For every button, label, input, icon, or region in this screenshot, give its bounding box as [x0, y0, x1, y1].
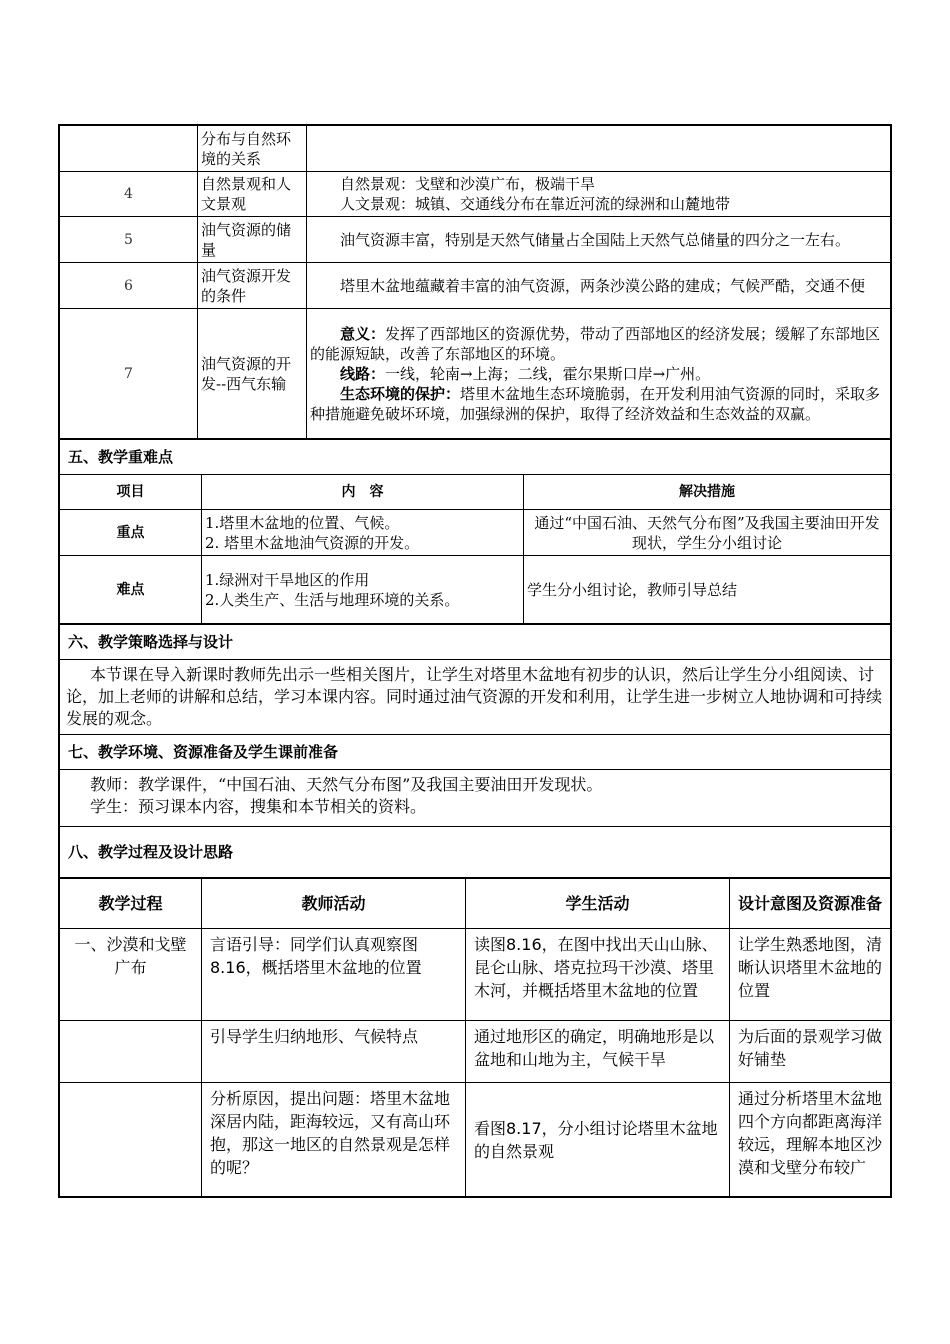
design-intent: 让学生熟悉地图，清晰认识塔里木盆地的位置	[730, 929, 891, 1021]
table-row	[60, 309, 891, 439]
content-line: 1.塔里木盆地的位置、气候。	[205, 513, 400, 532]
document-frame	[58, 124, 892, 1198]
table-row	[60, 510, 891, 556]
table-row	[60, 1083, 891, 1197]
design-intent: 通过分析塔里木盆地四个方向都距离海洋较远，理解本地区沙漠和戈壁分布较广	[730, 1083, 891, 1197]
column-header: 学生活动	[466, 879, 730, 929]
strategy-text: 本节课在导入新课时教师先出示一些相关图片，让学生对塔里木盆地有初步的认识，然后让学生分小组阅读、讨论，加上老师的讲解和总结，学习本课内容。同时通过油气资源的开发和利用，让学生进一步树立人地协调和可持续发展的观念。	[60, 660, 891, 735]
natural-landscape-line: 自然景观：戈壁和沙漠广布，极端干旱	[340, 175, 596, 193]
row-content: 塔里木盆地蕴藏着丰富的油气资源，两条沙漠公路的建成；气候严酷，交通不便	[307, 263, 891, 309]
row-number: 4	[60, 172, 198, 217]
teacher-activity: 分析原因，提出问题：塔里木盆地深居内陆，距海较远，又有高山环抱，那这一地区的自然景观是怎样的呢？	[202, 1083, 466, 1197]
item-text: 发挥了西部地区的资源优势，带动了西部地区的经济发展；缓解了东部地区的能源短缺，改善了东部地区的环境。	[310, 324, 881, 363]
teaching-process-table	[59, 878, 891, 1197]
table-row	[60, 217, 891, 263]
item-label: 意义：	[340, 324, 386, 343]
table-row	[60, 263, 891, 309]
table-row	[60, 929, 891, 1021]
row-topic: 油气资源的储量	[198, 217, 307, 263]
content-line: 1.绿洲对干旱地区的作用	[205, 570, 370, 589]
row-number: 7	[60, 309, 198, 439]
significance-item	[310, 324, 887, 364]
difficult-point-label: 难点	[60, 556, 202, 624]
key-point-solution: 通过“中国石油、天然气分布图”及我国主要油田开发现状，学生分小组讨论	[524, 510, 891, 556]
process-stage	[60, 1021, 202, 1083]
row-number	[60, 126, 198, 172]
row-number: 6	[60, 263, 198, 309]
table-row	[60, 556, 891, 624]
row-topic: 自然景观和人文景观	[198, 172, 307, 217]
item-label: 线路：	[340, 364, 386, 383]
preparation-text	[60, 770, 891, 827]
section-title: 七、教学环境、资源准备及学生课前准备	[60, 735, 891, 770]
table-row	[60, 1021, 891, 1083]
section-title: 六、教学策略选择与设计	[60, 625, 891, 660]
key-point-content	[202, 510, 524, 556]
section5-table	[59, 439, 891, 624]
content-line: 2. 塔里木盆地油气资源的开发。	[205, 533, 420, 552]
route-item	[310, 364, 887, 384]
column-header: 教学过程	[60, 879, 202, 929]
section-title: 五、教学重难点	[60, 440, 891, 475]
student-activity: 看图8.17，分小组讨论塔里木盆地的自然景观	[466, 1083, 730, 1197]
table-row	[60, 172, 891, 217]
row-content	[307, 172, 891, 217]
student-activity: 通过地形区的确定，明确地形是以盆地和山地为主，气候干旱	[466, 1021, 730, 1083]
column-header: 项目	[60, 475, 202, 510]
difficult-point-solution: 学生分小组讨论，教师引导总结	[524, 556, 891, 624]
student-activity: 读图8.16，在图中找出天山山脉、昆仑山脉、塔克拉玛干沙漠、塔里木河，并概括塔里木盆地的位置	[466, 929, 730, 1021]
table-row	[60, 126, 891, 172]
content-line: 2.人类生产、生活与地理环境的关系。	[205, 590, 460, 609]
row-content	[307, 126, 891, 172]
row-content	[307, 309, 891, 439]
item-text: 塔里木盆地生态环境脆弱，在开发利用油气资源的同时，采取多种措施避免破坏环境，加强绿洲的保护，取得了经济效益和生态效益的双赢。	[310, 384, 881, 423]
column-header: 教师活动	[202, 879, 466, 929]
process-stage	[60, 1083, 202, 1197]
teacher-activity: 引导学生归纳地形、气候特点	[202, 1021, 466, 1083]
process-stage: 一、沙漠和戈壁广布	[60, 929, 202, 1021]
row-topic: 油气资源的开发--西气东输	[198, 309, 307, 439]
human-landscape-line: 人文景观：城镇、交通线分布在靠近河流的绿洲和山麓地带	[340, 195, 731, 213]
row-topic: 分布与自然环境的关系	[198, 126, 307, 172]
teacher-activity: 言语引导：同学们认真观察图8.16，概括塔里木盆地的位置	[202, 929, 466, 1021]
column-header: 解决措施	[524, 475, 891, 510]
item-text: 一线，轮南→上海；二线，霍尔果斯口岸→广州。	[385, 364, 711, 383]
design-intent: 为后面的景观学习做好铺垫	[730, 1021, 891, 1083]
section-title: 八、教学过程及设计思路	[60, 827, 891, 878]
key-point-label: 重点	[60, 510, 202, 556]
basin-content-table	[59, 125, 891, 439]
section6-7-table	[59, 624, 891, 878]
teacher-preparation: 教师：教学课件，“中国石油、天然气分布图”及我国主要油田开发现状。	[90, 775, 603, 794]
row-number: 5	[60, 217, 198, 263]
difficult-point-content	[202, 556, 524, 624]
row-topic: 油气资源开发的条件	[198, 263, 307, 309]
column-header: 设计意图及资源准备	[730, 879, 891, 929]
column-header: 内 容	[202, 475, 524, 510]
ecology-item	[310, 384, 887, 424]
student-preparation: 学生：预习课本内容，搜集和本节相关的资料。	[90, 797, 427, 816]
row-content: 油气资源丰富，特别是天然气储量占全国陆上天然气总储量的四分之一左右。	[307, 217, 891, 263]
item-label: 生态环境的保护：	[340, 384, 461, 403]
